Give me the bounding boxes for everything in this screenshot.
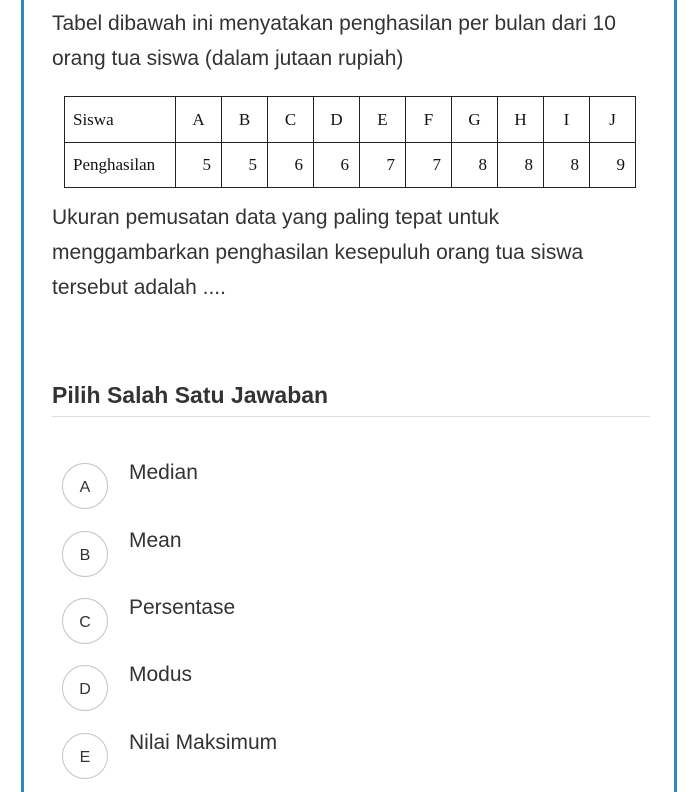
table-cell: I xyxy=(544,97,590,143)
table-cell: 5 xyxy=(222,143,268,188)
table-cell: 6 xyxy=(268,143,314,188)
table-cell: 7 xyxy=(406,143,452,188)
table-cell: G xyxy=(452,97,498,143)
answer-option-b[interactable] xyxy=(62,531,562,581)
table-cell: D xyxy=(314,97,360,143)
answer-option-c[interactable] xyxy=(62,598,562,648)
option-label: Modus xyxy=(129,663,193,686)
answer-option-d[interactable] xyxy=(62,665,562,715)
table-cell: 9 xyxy=(590,143,636,188)
option-letter-badge: E xyxy=(62,733,108,779)
section-divider xyxy=(52,416,650,417)
table-cell: A xyxy=(176,97,222,143)
table-cell: E xyxy=(360,97,406,143)
table-cell: B xyxy=(222,97,268,143)
table-row-header: Siswa xyxy=(65,97,176,143)
table-row-students xyxy=(65,97,636,143)
table-cell: 8 xyxy=(452,143,498,188)
table-cell: J xyxy=(590,97,636,143)
table-cell: 8 xyxy=(544,143,590,188)
option-label: Nilai Maksimum xyxy=(129,731,278,754)
table-cell: C xyxy=(268,97,314,143)
question-intro-text: Tabel dibawah ini menyatakan penghasilan per bulan dari 10 orang tua siswa (dalam jutaan rupiah) xyxy=(52,12,616,70)
table-cell: 8 xyxy=(498,143,544,188)
question-text: Ukuran pemusatan data yang paling tepat untuk menggambarkan penghasilan kesepuluh orang tua siswa tersebut adalah .... xyxy=(52,206,584,299)
left-frame-border xyxy=(21,0,24,792)
answer-option-a[interactable] xyxy=(62,463,562,513)
table-cell: 7 xyxy=(360,143,406,188)
option-letter-badge: D xyxy=(62,665,108,711)
table-cell: 6 xyxy=(314,143,360,188)
table-cell: H xyxy=(498,97,544,143)
option-label: Median xyxy=(129,461,198,484)
option-letter-badge: C xyxy=(62,598,108,644)
option-letter-badge: A xyxy=(62,463,108,509)
table-row-income xyxy=(65,143,636,188)
option-label: Mean xyxy=(129,529,182,552)
table-cell: F xyxy=(406,97,452,143)
income-table xyxy=(64,96,636,188)
table-cell: 5 xyxy=(176,143,222,188)
table-row-header: Penghasilan xyxy=(65,143,176,188)
option-letter-badge: B xyxy=(62,531,108,577)
answers-section-title: Pilih Salah Satu Jawaban xyxy=(52,382,329,408)
option-label: Persentase xyxy=(129,596,236,619)
answer-option-e[interactable] xyxy=(62,733,562,783)
right-frame-border xyxy=(674,0,677,792)
